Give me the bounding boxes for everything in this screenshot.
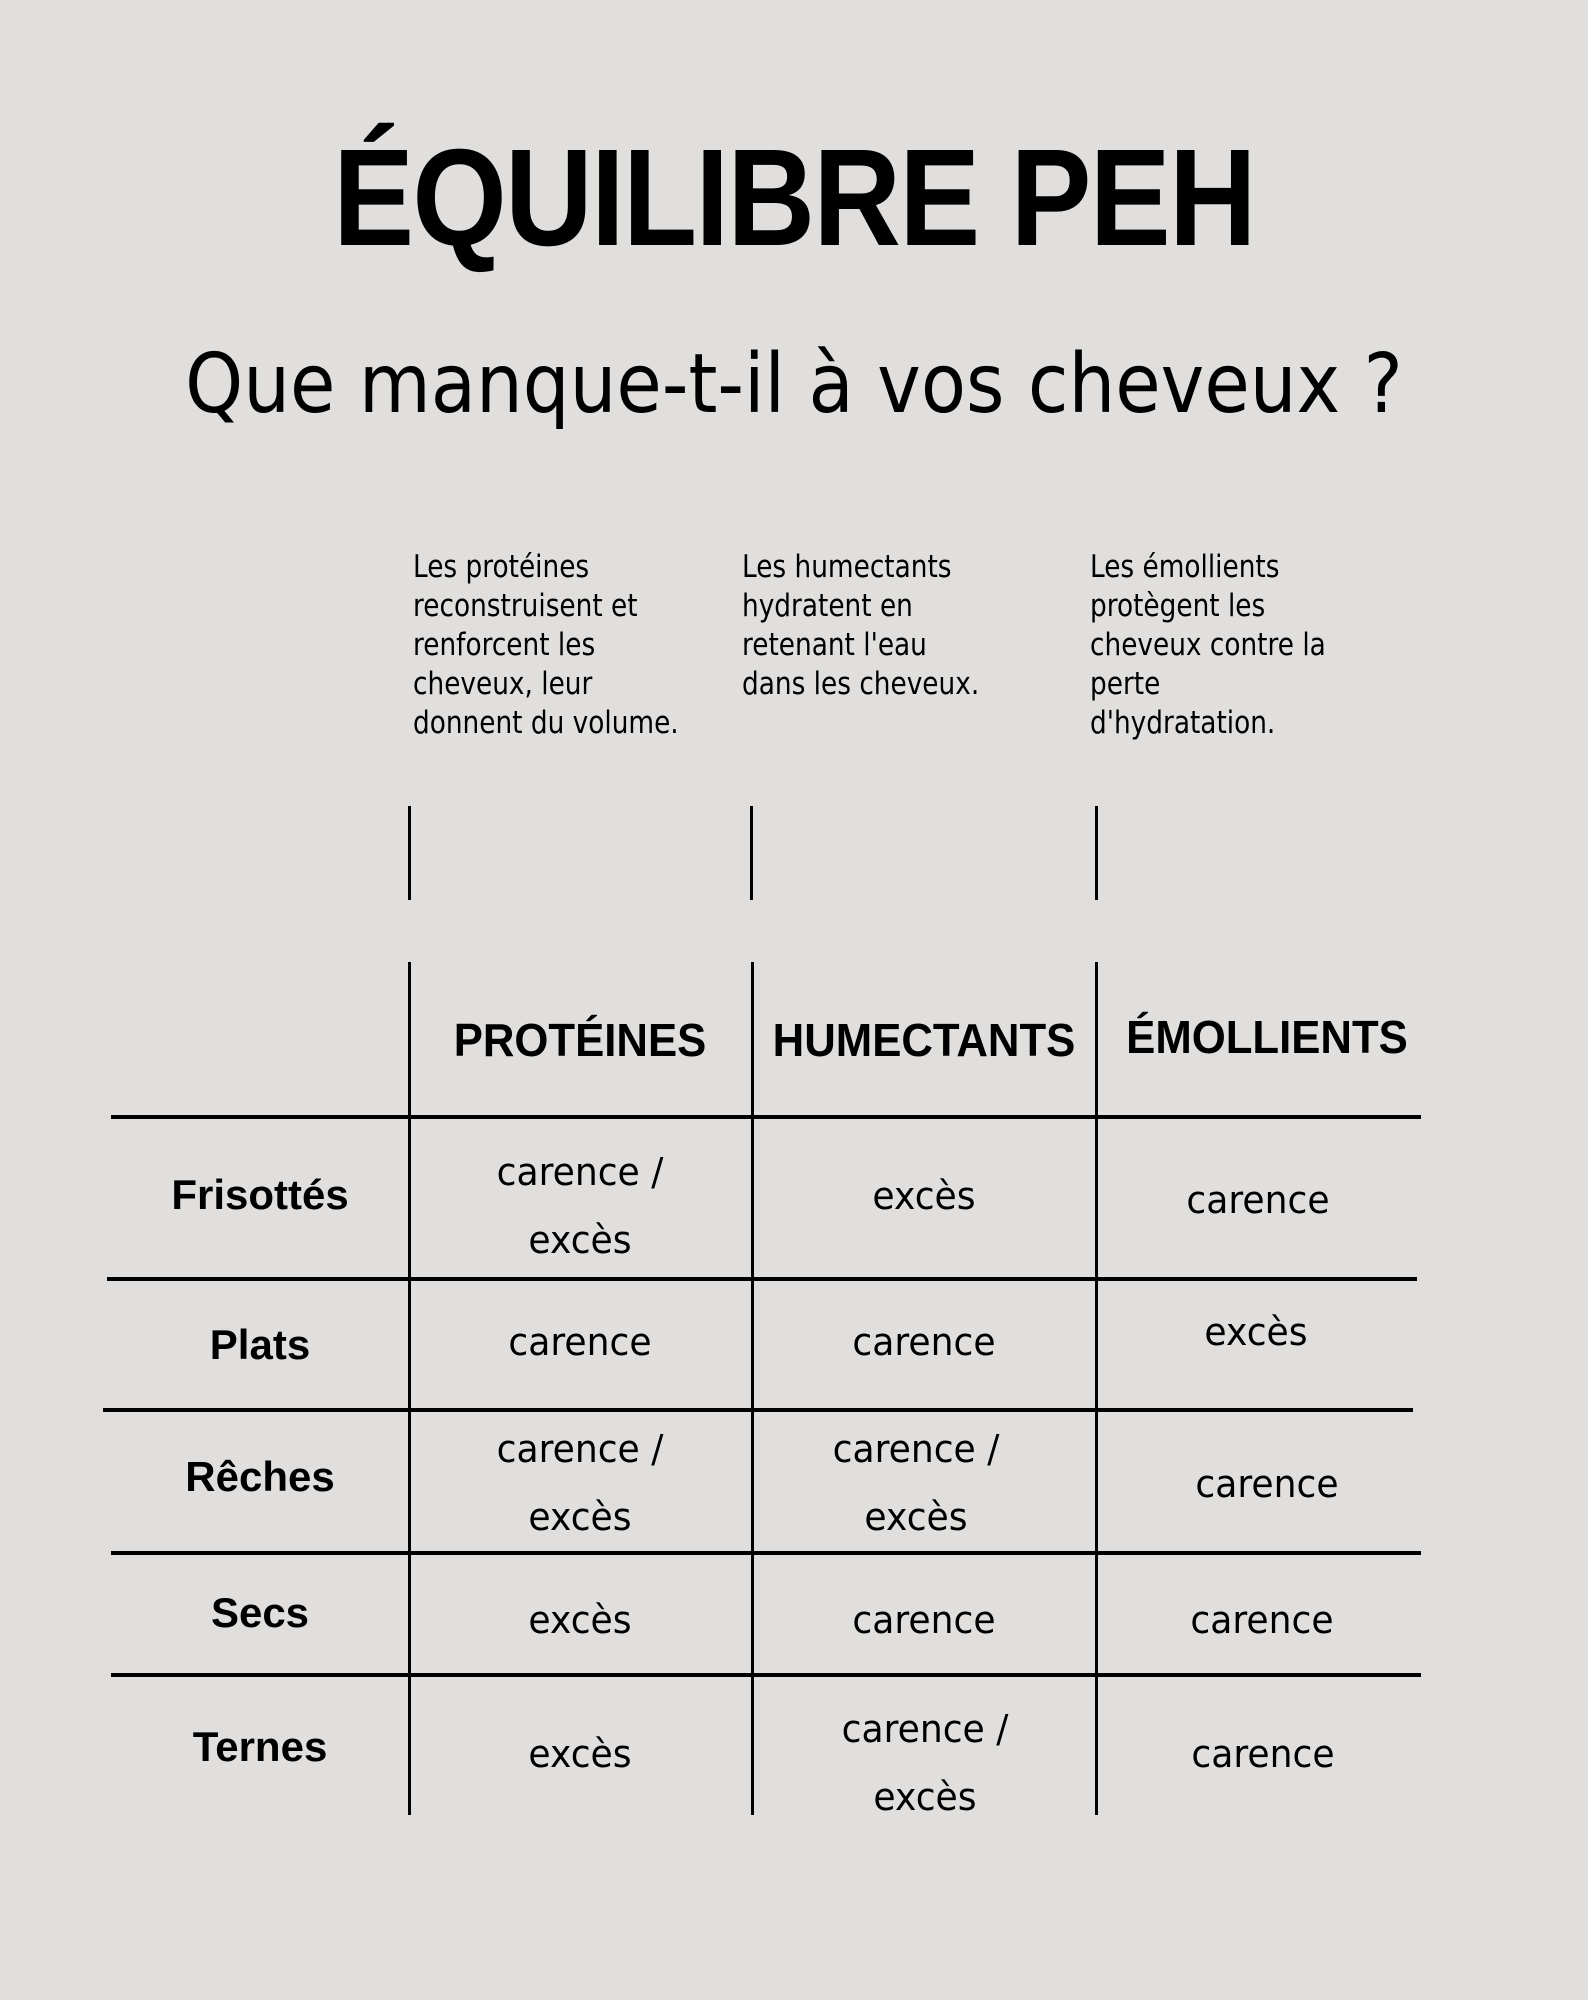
table-cell: carence / excès	[496, 1150, 664, 1262]
row-label-ternes: Ternes	[192, 1723, 328, 1770]
grid-line	[408, 962, 411, 1815]
row-label-reches: Rêches	[185, 1453, 335, 1500]
table-cell: carence	[1191, 1732, 1335, 1776]
grid-line	[111, 1673, 1421, 1677]
page-subtitle: Que manque-t-il à vos cheveux ?	[185, 337, 1403, 432]
description-emollients: Les émollients protègent les cheveux contre la perte d'hydratation.	[1090, 549, 1326, 741]
table-cell: excès	[872, 1174, 976, 1218]
table-cell: carence / excès	[841, 1707, 1009, 1819]
column-header-proteines: PROTÉINES	[453, 1014, 707, 1066]
table-cell: carence / excès	[496, 1427, 664, 1539]
row-label-plats: Plats	[209, 1321, 311, 1368]
table-cell: carence / excès	[832, 1427, 1000, 1539]
row-label-secs: Secs	[210, 1589, 310, 1636]
page-title: ÉQUILIBRE PEH	[333, 121, 1255, 275]
grid-line	[107, 1277, 1417, 1281]
grid-line	[103, 1408, 1413, 1412]
table-cell: excès	[528, 1598, 632, 1642]
table-cell: carence	[508, 1320, 652, 1364]
connector-line	[750, 806, 753, 900]
grid-line	[111, 1551, 1421, 1555]
description-humectants: Les humectants hydratent en retenant l'eau dans les cheveux.	[742, 549, 980, 702]
table-cell: carence	[1190, 1598, 1334, 1642]
table-cell: excès	[1204, 1310, 1308, 1354]
table-cell: excès	[528, 1732, 632, 1776]
description-proteines: Les protéines reconstruisent et renforcent les cheveux, leur donnent du volume.	[413, 549, 679, 741]
grid-line	[1095, 962, 1098, 1815]
row-label-frisottes: Frisottés	[171, 1171, 349, 1218]
table-cell: carence	[852, 1320, 996, 1364]
table-cell: carence	[1195, 1462, 1339, 1506]
column-header-humectants: HUMECTANTS	[772, 1014, 1076, 1066]
table-cell: carence	[1186, 1178, 1330, 1222]
grid-line	[751, 962, 754, 1815]
connector-line	[1095, 806, 1098, 900]
connector-line	[408, 806, 411, 900]
table-cell: carence	[852, 1598, 996, 1642]
column-header-emollients: ÉMOLLIENTS	[1126, 1011, 1408, 1063]
grid-line	[111, 1115, 1421, 1119]
